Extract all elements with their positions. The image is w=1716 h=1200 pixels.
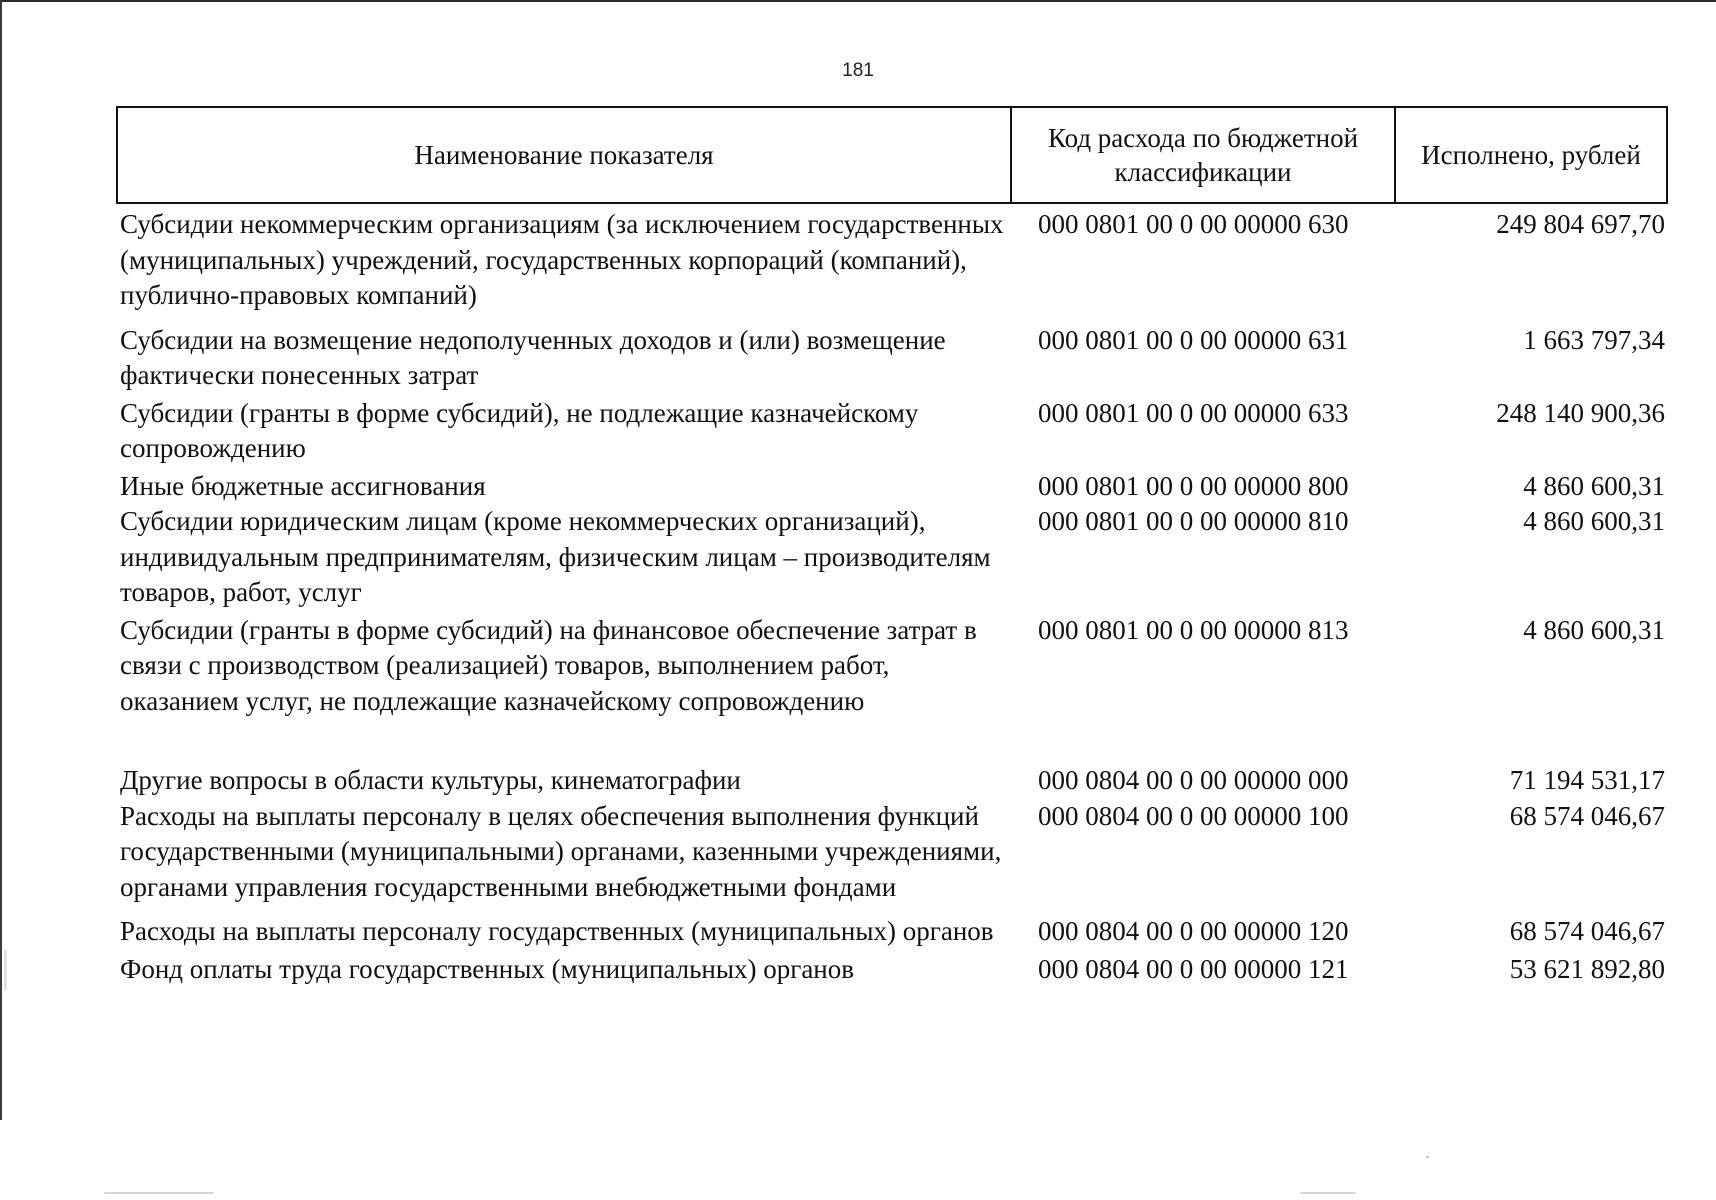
table-row (120, 952, 1665, 988)
header-code: Код расхода по бюджетной классификации (1012, 108, 1396, 202)
row-amount: 1 663 797,34 (1523, 324, 1665, 355)
row-amount: 4 860 600,31 (1523, 614, 1665, 645)
row-amount: 68 574 046,67 (1509, 800, 1665, 831)
table-row (120, 914, 1665, 950)
row-name: Субсидии юридическим лицам (кроме некоммерческих организаций), индивидуальным предпринимателям, физическим лицам – производителям товаров, работ, услуг (120, 506, 991, 607)
row-code: 000 0801 00 0 00 00000 633 (1038, 397, 1349, 428)
table-header (116, 106, 1668, 204)
scan-speck (1426, 1156, 1429, 1158)
row-name: Субсидии (гранты в форме субсидий) на финансовое обеспечение затрат в связи с производством (реализацией) товаров, выполнением работ, оказанием услуг, не подлежащие казначейскому сопровождению (120, 614, 977, 716)
row-code: 000 0801 00 0 00 00000 631 (1038, 324, 1349, 355)
table-row (120, 799, 1665, 906)
row-code: 000 0801 00 0 00 00000 800 (1038, 470, 1349, 501)
row-code: 000 0804 00 0 00 00000 121 (1038, 953, 1349, 984)
row-amount: 71 194 531,17 (1509, 765, 1665, 795)
scan-edge-left (0, 0, 2, 1120)
row-name: Фонд оплаты труда государственных (муниципальных) органов (120, 953, 854, 984)
row-name: Субсидии некоммерческим организациям (за исключением государственных (муниципальных) учреждений, государственных корпораций (компаний), публично-правовых компаний) (120, 209, 1004, 310)
row-name: Иные бюджетные ассигнования (120, 470, 486, 501)
header-name: Наименование показателя (118, 108, 1012, 202)
row-code: 000 0804 00 0 00 00000 000 (1038, 765, 1349, 795)
scan-speck (4, 950, 7, 990)
page-number: 181 (842, 60, 874, 81)
row-amount: 68 574 046,67 (1509, 916, 1665, 946)
row-amount: 248 140 900,36 (1496, 397, 1665, 428)
table-row (120, 763, 1665, 799)
table-row (120, 504, 1665, 611)
table-row (120, 613, 1665, 720)
row-amount: 53 621 892,80 (1509, 953, 1665, 984)
row-amount: 4 860 600,31 (1523, 470, 1665, 501)
table-row (120, 396, 1665, 467)
row-code: 000 0801 00 0 00 00000 630 (1038, 209, 1349, 239)
scan-edge-top (0, 0, 1716, 2)
table-body (120, 207, 1665, 987)
row-name: Расходы на выплаты персоналу в целях обеспечения выполнения функций государственными (муниципальными) органами, казенными учреждениями, органами управления государственными внебюджетными фондами (120, 800, 1002, 902)
scan-speck (104, 1192, 214, 1194)
row-code: 000 0804 00 0 00 00000 100 (1038, 800, 1349, 831)
row-name: Расходы на выплаты персоналу государственных (муниципальных) органов (120, 916, 994, 946)
row-name: Другие вопросы в области культуры, кинематографии (120, 765, 741, 795)
header-executed: Исполнено, рублей (1421, 140, 1641, 170)
scan-speck (1300, 1192, 1356, 1194)
row-amount: 249 804 697,70 (1496, 209, 1665, 239)
row-code: 000 0801 00 0 00 00000 810 (1038, 506, 1349, 536)
row-name: Субсидии (гранты в форме субсидий), не подлежащие казначейскому сопровождению (120, 397, 919, 463)
row-code: 000 0804 00 0 00 00000 120 (1038, 916, 1349, 946)
table-row (120, 207, 1665, 314)
table-row (120, 469, 1665, 505)
row-amount: 4 860 600,31 (1523, 506, 1665, 536)
table-row (120, 323, 1665, 394)
row-name: Субсидии на возмещение недополученных доходов и (или) возмещение фактически понесенных затрат (120, 324, 946, 390)
row-code: 000 0801 00 0 00 00000 813 (1038, 614, 1349, 645)
